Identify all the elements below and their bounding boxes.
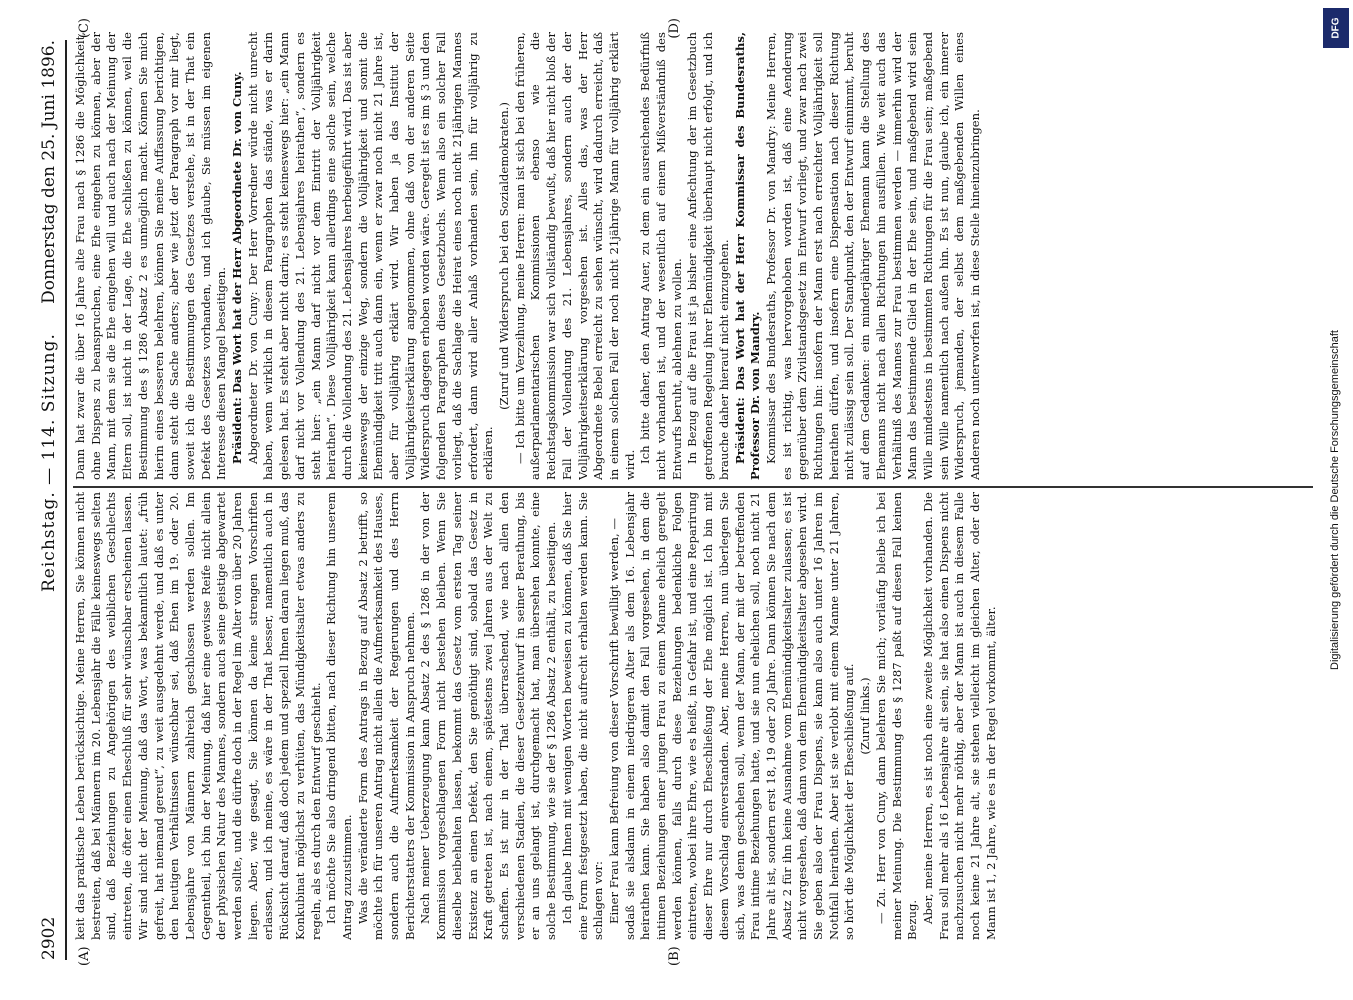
right-text-column (73, 32, 1317, 480)
session-date: Donnerstag den 25. Juni 1896. (38, 40, 59, 304)
session-title: Reichstag. — 114. Sitzung. (38, 333, 59, 592)
interjection: (Zuruf links.) (857, 677, 872, 755)
page-number: 2902 (38, 916, 59, 960)
speaker-paragraph: Abgeordneter Dr. von Cuny: Der Herr Vorredner würde nicht unrecht haben, wenn wirklich in diesem Paragraphen das stände, was er darin gelesen hat. Es steht aber nicht darin; es steht keineswegs hier: „ein Mann darf nicht vor Vollendung des 21. Lebensjahres heirathen“, sondern es steht hier: „ein Mann darf nicht vor dem Eintritt der Volljährigkeit heirathen“. Diese Volljährigkeit kann allerdings eine solche sein, welche durch die Vollendung des 21. Lebensjahres herbeigeführt wird. Das ist aber keineswegs der einzige Weg, sondern die Volljährigkeit und somit die Ehemündigkeit tritt auch dann ein, wenn er zwar noch nicht 21 Jahre ist, aber für volljährig erklärt wird. Wir haben ja das Institut der Volljährigkeitserklärung angenommen, ohne daß von der anderen Seite Widerspruch dagegen erhoben worden wäre. Geregelt ist es im § 3 und den folgenden Paragraphen dieses Gesetzbuchs. Wenn also ein solcher Fall vorliegt, daß die Sachlage die Heirat eines noch nicht 21jährigen Mannes erfordert, dann wird aller Anlaß vorhanden sein, ihn für volljährig zu erklären. (245, 32, 495, 480)
speaker-paragraph: Präsident: Das Wort hat der Herr Kommissar des Bundesraths, Professor Dr. von Mandry. (732, 32, 762, 480)
margin-marker-d: (D) (666, 18, 682, 39)
paragraph: Dann hat zwar die über 16 Jahre alte Frau nach § 1286 die Möglichkeit, ohne Dispens zu beanspruchen, eine Ehe eingehen zu können, aber der Mann, mit dem sie die Ehe eingehen will und auch nach der Meinung der Eltern soll, ist nicht in der Lage, die Ehe schließen zu können, weil die Bestimmung des § 1286 Absatz 2 es unmöglich macht. Können Sie mich hierin eines besseren belehren, können Sie meine Auffassung berichtigen, dann steht die Sache anders; aber wie jetzt der Paragraph vor mir liegt, soweit ich die Bestimmungen des Gesetzes verstehe, ist in der That ein Defekt des Gesetzes vorhanden, und ich glaube, Sie müssen im eigenen Interesse diesen Mangel beseitigen. (72, 32, 228, 480)
dfg-logo (1323, 8, 1349, 48)
paragraph: Was die veränderte Form des Antrags in Bezug auf Absatz 2 betrifft, so möchte ich für unseren Antrag nicht allein die Aufmerksamkeit des Hauses, sondern auch die Aufmerksamkeit der Regierungen und des Herrn Berichterstatters der Kommission in Anspruch nehmen. (355, 492, 417, 940)
speaker-paragraph: Kommissar des Bundesraths, Professor Dr. von Mandry: Meine Herren, es ist richtig, was hervorgehoben worden ist, daß eine Aenderung gegenüber dem Zivilstandsgesetz im Entwurf vorliegt, und zwar nach zwei Richtungen hin: insofern der Mann erst nach erreichter Volljährigkeit soll heirathen dürfen, und insofern eine Dispensation nach dieser Richtung nicht zulässig sein soll. Der Standpunkt, den der Entwurf einnimmt, beruht auf dem Gedanken: ein minderjähriger Ehemann kann die Stellung des Ehemanns nicht nach allen Richtungen hin ausfüllen. Wie weit auch das Verhältniß des Mannes zur Frau bestimmen werden — immerhin wird der Mann das bestimmende Glied in der Ehe sein, und maßgebend wird sein Wille mindestens in bestimmten Richtungen für die Frau sein; maßgebend sein Wille namentlich nach außen hin. Es ist nun, glaube ich, ein innerer Widerspruch, jemanden, der selbst dem maßgebenden Willen eines Anderen noch unterworfen ist, in diese Stelle hineinzubringen. (763, 32, 982, 480)
digitization-caption-text: Digitalisierung gefördert durch die Deutsche Forschungsgemeinschaft (1329, 330, 1341, 670)
paragraph: sodaß sie alsdann in einem niedrigeren Alter als dem 16. Lebensjahr heirathen kann. Sie haben also damit den Fall vorgesehen, in dem die intimen Beziehungen einer jungen Frau zu einem Manne ehelich geregelt werden können, falls durch diese Beziehungen bedenkliche Folgen eintreten, wobei ihre Ehre, wie es heißt, in Gefahr ist, und eine Reparirung dieser Ehre nur durch Eheschließung der Ehe möglich ist. Ich bin mit diesem Vorschlag einverstanden. Aber, meine Herren, nun überlegen Sie sich, was denn geschehen soll, wenn der Mann, der mit der betreffenden Frau intime Beziehungen hatte, und sie nun ehelichen soll, noch nicht 21 Jahre alt ist, sondern erst 18, 19 oder 20 Jahre. Dann können Sie nach dem Absatz 2 für ihn keine Ausnahme vom Ehemündigkeitsalter zulassen; es ist nicht vorgesehen, daß dann von dem Ehemündigkeitsalter abgesehen wird. Sie geben also der Frau Dispens, sie kann also auch unter 16 Jahren im Nothfall heirathen. Aber ist sie verlobt mit einem Manne unter 21 Jahren, so hört die Möglichkeit der Eheschließung auf. (622, 492, 856, 940)
paragraph: Ich bitte daher, den Antrag Auer, zu dem ein ausreichendes Bedürfniß nicht vorhanden ist, und der wesentlich auf einem Mißverständniß des Entwurfs beruht, ablehnen zu wollen. (637, 32, 684, 480)
paragraph: Ich glaube Ihnen mit wenigen Worten beweisen zu können, daß Sie hier eine Form festgesetzt haben, die nicht aufrecht erhalten werden kann. Sie schlagen vor: (559, 492, 605, 940)
document-page (27, 20, 1327, 980)
interjection: (Zuruf und Widerspruch bei den Sozialdemokraten.) (496, 102, 511, 410)
paragraph: — Zu. Herr von Cuny, dann belehren Sie mich; vorläufig bleibe ich bei meiner Meinung. Die Bestimmung des § 1287 paßt auf diesen Fall keinen Bezug. (873, 492, 919, 940)
margin-marker-c: (C) (76, 18, 92, 39)
digitization-caption (1323, 10, 1347, 990)
speaker-paragraph: Präsident: Das Wort hat der Herr Abgeordnete Dr. von Cuny. (229, 71, 244, 464)
column-divider (73, 486, 1313, 488)
paragraph: Ich möchte Sie also dringend bitten, nach dieser Richtung hin unserem Antrag zuzustimmen. (323, 492, 354, 940)
dfg-logo-text: DFG (1330, 17, 1342, 39)
margin-marker-b: (B) (666, 946, 682, 966)
page-header (35, 40, 67, 960)
left-text-column (73, 492, 1317, 940)
paragraph: In Bezug auf die Frau ist ja bisher eine Anfechtung der im Gesetzbuch getroffenen Regelung ihrer Ehemündigkeit überhaupt nicht erfolgt, und ich brauche daher hierauf nicht einzugehen. (684, 32, 731, 480)
paragraph: Nach meiner Ueberzeugung kann Absatz 2 des § 1286 in der von der Kommission vorgeschlagenen Form nicht bestehen bleiben. Wenn Sie dieselbe beibehalten lassen, bekommt das Gesetz vom ersten Tag seiner Existenz an einen Defekt, den Sie genöthigt sind, sobald das Gesetz in Kraft getreten ist, nach einem, spätestens zwei Jahren aus der Welt zu schaffen. Es ist mir in der That überraschend, wie nach allen den verschiedenen Stadien, die dieser Gesetzentwurf in seiner Berathung, bis er an uns gelangt ist, durchgemacht hat, man übersehen konnte, eine solche Bestimmung, wie sie der § 1286 Absatz 2 enthält, zu beseitigen. (417, 492, 558, 940)
margin-marker-a: (A) (76, 946, 92, 966)
paragraph: Aber, meine Herren, es ist noch eine zweite Möglichkeit vorhanden. Die Frau soll mehr als 16 Lebensjahre alt sein, sie hat also einen Dispens nicht nachzusuchen nicht mehr nöthig, aber der Mann ist auch in diesem Falle noch keine 21 Jahre alt, sie stehen vielleicht im gleichen Alter, oder der Mann ist 1, 2 Jahre, wie es in der Regel vorkommt, älter. (920, 492, 998, 940)
paragraph: keit das praktische Leben berücksichtige. Meine Herren, Sie können nicht bestreiten, daß bei Männern im 20. Lebensjahr die Fälle keineswegs selten sind, daß Beziehungen zu Angehörigen des weiblichen Geschlechts eintreten, die öfter einen Eheschluß für sehr wünschbar erscheinen lassen. Wir sind nicht der Meinung, daß das Wort, was bekanntlich lautet: „früh gefreit, hat niemand gereut“, zu weit ausgedehnt werde, und daß es unter den heutigen Verhältnissen wünschbar sei, daß Ehen im 19. oder 20. Lebensjahre von Männern zahlreich geschlossen werden sollen. Im Gegentheil, ich bin der Meinung, daß hier eine gewisse Reife nicht allein der physischen Natur des Mannes, sondern auch seine geistige abgewartet werden sollte, und die dürfte doch in der Regel im Alter von über 20 Jahren liegen. Aber, wie gesagt, Sie können da keine strengen Vorschriften erlassen, und ich meine, es wäre in der That besser, namentlich auch in Rücksicht darauf, daß doch jedem und speziell Ihnen daran liegen muß, das Konkubinat möglichst zu verhüten, das Mündigkeitsalter etwas anders zu regeln, als es durch den Entwurf geschieht. (72, 492, 323, 940)
quoted-provision: Einer Frau kann Befreiung von dieser Vorschrift bewilligt werden, — (606, 518, 621, 924)
paragraph: — Ich bitte um Verzeihung, meine Herren: man ist sich bei den früheren, außerparlamentarischen Kommissionen ebenso wie die Reichstagskommission war sich vollständig bewußt, daß hier nicht bloß der Fall der Vollendung des 21. Lebensjahres, sondern auch der der Volljährigkeitserklärung vorgesehen ist. Alles das, was der Herr Abgeordnete Bebel erreicht zu sehen wünscht, wird dadurch erreicht, daß in einem solchen Fall der noch nicht 21jährige Mann für volljährig erklärt wird. (512, 32, 637, 480)
